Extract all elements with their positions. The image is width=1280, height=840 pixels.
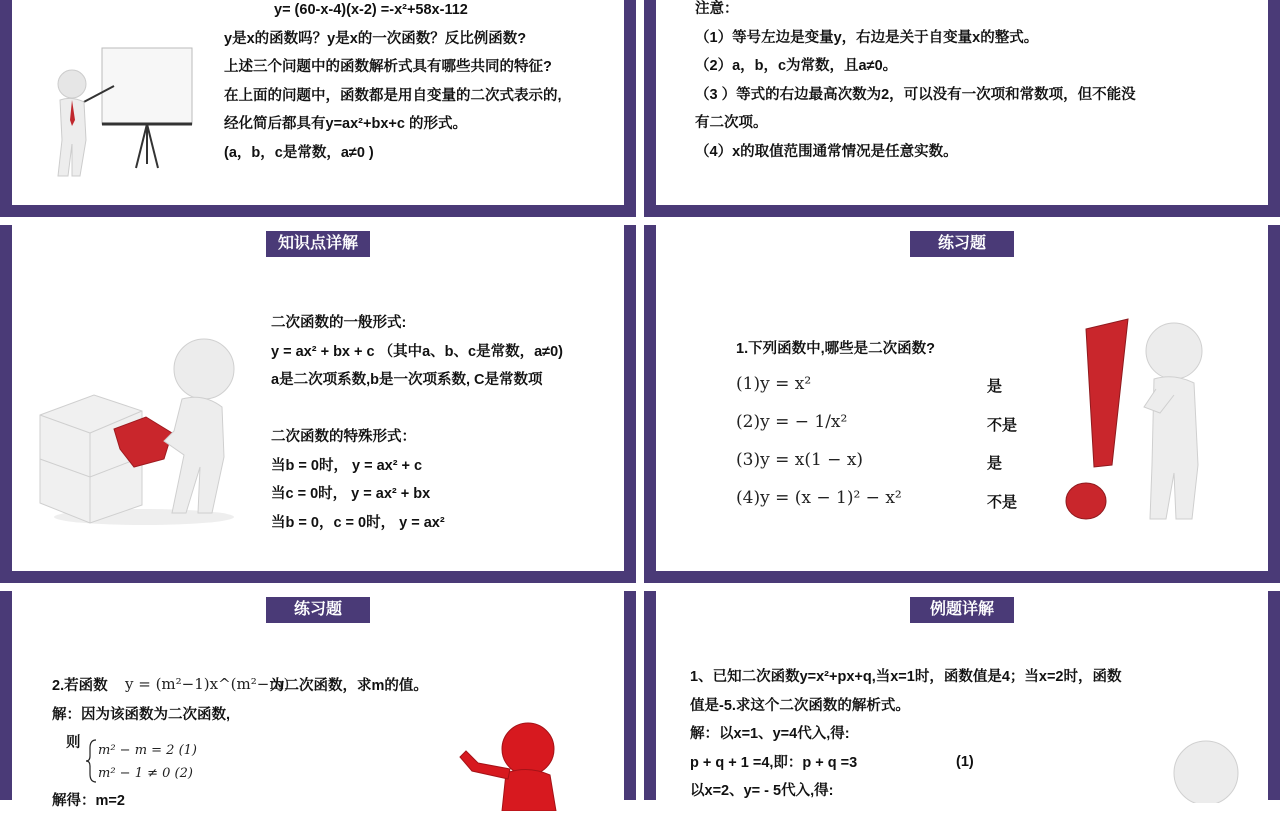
- slide-6-equation-tag: (1): [956, 754, 974, 770]
- slide-3-line-1: 二次函数的一般形式:: [271, 315, 407, 331]
- slide-6-text: [690, 663, 1122, 806]
- formula-3: (3)y = x(1 − x): [736, 450, 864, 470]
- slide-5-title: 练习题: [266, 597, 370, 623]
- slide-4-question: 1.下列函数中,哪些是二次函数?: [736, 341, 935, 357]
- slide-5-system: [98, 739, 197, 785]
- slide-1-line-4: 在上面的问题中，函数都是用自变量的二次式表示的,: [224, 87, 562, 104]
- slide-6-line-4: p + q + 1 =4,即：p + q =3: [690, 754, 858, 771]
- answer-3: 是: [987, 455, 1003, 472]
- slide-1-line-3: 上述三个问题中的函数解析式具有哪些共同的特征?: [224, 59, 552, 75]
- slide-1[interactable]: [0, 0, 636, 217]
- slide-3[interactable]: [0, 225, 636, 583]
- slide-2-canvas: [656, 0, 1268, 205]
- slide-3-line-5: 二次函数的特殊形式：: [271, 429, 416, 445]
- slide-4[interactable]: [644, 225, 1280, 583]
- slide-6-line-2: 值是-5.求这个二次函数的解析式。: [690, 697, 910, 714]
- answer-2: 不是: [987, 417, 1018, 434]
- slide-2-line-4: （3 ）等式的右边最高次数为2，可以没有一次项和常数项，但不能没: [695, 86, 1136, 103]
- formula-4: (4)y = (x − 1)² − x²: [736, 488, 902, 508]
- slide-1-text: [224, 0, 562, 167]
- slide-5-then: 则: [66, 735, 81, 751]
- slide-2-line-5: 有二次项。: [695, 115, 768, 131]
- slide-4-title: 练习题: [910, 231, 1014, 257]
- slide-4-canvas: [656, 225, 1268, 571]
- slide-4-formulas: [736, 365, 902, 517]
- slide-1-canvas: [12, 0, 624, 205]
- slide-3-canvas: [12, 225, 624, 571]
- slide-1-line-6: (a，b，c是常数，a≠0 ): [224, 144, 374, 161]
- slide-3-line-3: a是二次项系数,b是一次项系数, C是常数项: [271, 372, 543, 388]
- equation-1: m² − m = 2 (1): [98, 743, 197, 758]
- slide-2-line-1: 注意：: [695, 1, 739, 17]
- equation-2: m² − 1 ≠ 0 (2): [98, 766, 193, 781]
- puzzle-cube-figure-illustration: [34, 337, 244, 527]
- slide-2[interactable]: [644, 0, 1280, 217]
- exclamation-thinker-illustration: [1056, 315, 1226, 535]
- slide-2-line-3: （2）a，b，c为常数，且a≠0。: [695, 58, 898, 74]
- slide-3-line-7: 当c = 0时， y = ax² + bx: [271, 486, 431, 502]
- slide-6-line-3: 解：以x=1、y=4代入,得:: [690, 726, 850, 742]
- slide-5-question-suffix: 为二次函数，求m的值。: [270, 678, 428, 694]
- slide-5-solution: 解：因为该函数为二次函数,: [52, 707, 231, 723]
- slide-5-canvas: [12, 591, 624, 840]
- formula-1: (1)y = x²: [736, 374, 812, 394]
- answer-4: 不是: [987, 494, 1018, 511]
- formula-2: (2)y = − 1/x²: [736, 412, 848, 432]
- slide-5-formula: y = (m²−1)x^(m²−m): [125, 675, 290, 693]
- slide-2-line-2: （1）等号左边是变量y，右边是关于自变量x的整式。: [695, 29, 1039, 46]
- slide-3-line-4: [271, 395, 563, 424]
- slide-3-title: 知识点详解: [266, 231, 370, 257]
- slide-6-line-5: 以x=2、y= - 5代入,得:: [690, 783, 834, 799]
- slide-5[interactable]: [0, 591, 636, 809]
- slide-1-line-2: y是x的函数吗？y是x的一次函数？反比例函数?: [224, 30, 527, 47]
- slide-6-title: 例题详解: [910, 597, 1014, 623]
- presenter-whiteboard-illustration: [40, 40, 210, 180]
- slide-3-line-2: y = ax² + bx + c （其中a、b、c是常数，a≠0): [271, 343, 564, 360]
- answer-1: 是: [987, 378, 1003, 395]
- slide-6[interactable]: [644, 591, 1280, 800]
- red-figure-illustration: [452, 721, 572, 811]
- slide-3-line-8: 当b = 0，c = 0时， y = ax²: [271, 514, 445, 531]
- slide-1-line-5: 经化简后都具有y=ax²+bx+c 的形式。: [224, 116, 467, 132]
- slide-5-result: 解得：m=2: [52, 793, 125, 809]
- slide-2-line-6: （4）x的取值范围通常情况是任意实数。: [695, 143, 958, 160]
- slide-6-canvas: [656, 591, 1268, 840]
- slide-5-question-prefix: 2.若函数: [52, 678, 108, 694]
- brace-icon: [86, 738, 98, 784]
- slide-6-line-1: 1、已知二次函数y=x²+px+q,当x=1时，函数值是4；当x=2时，函数: [690, 669, 1122, 685]
- slide-3-line-6: 当b = 0时， y = ax² + c: [271, 457, 423, 474]
- slide-3-text: [271, 309, 563, 537]
- slide-1-line-1: y= (60-x-4)(x-2) =-x²+58x-112: [274, 2, 468, 18]
- slide-2-text: [695, 0, 1136, 166]
- white-figure-head-illustration: [1166, 733, 1246, 803]
